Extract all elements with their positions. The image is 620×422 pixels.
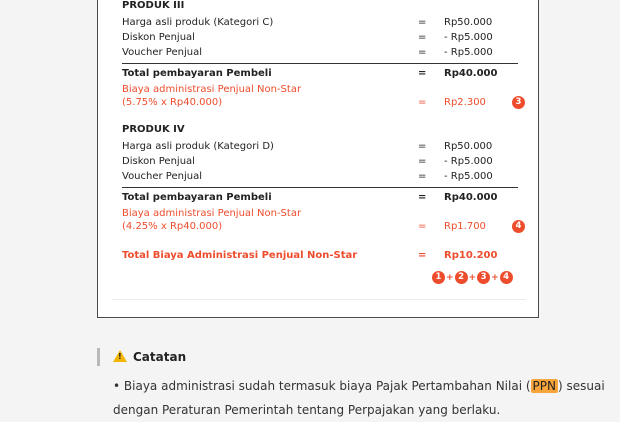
warning-icon: ! <box>113 350 127 362</box>
ppn-highlight: PPN <box>532 379 556 393</box>
produk-3-row-discount: Diskon Penjual = - Rp5.000 <box>122 32 493 43</box>
note-accent-bar <box>97 348 100 366</box>
produk-3-row-price: Harga asli produk (Kategori C) = Rp50.000 <box>122 17 493 28</box>
produk-4-title: PRODUK IV <box>122 124 185 135</box>
step-badge-4: 4 <box>512 220 525 233</box>
plus-sign: + <box>446 272 454 283</box>
produk-4-row-voucher: Voucher Penjual = - Rp5.000 <box>122 171 493 182</box>
produk-3-title: PRODUK III <box>122 0 185 11</box>
plus-sign: + <box>491 272 499 283</box>
produk-4-fee: (4.25% x Rp40.000) = Rp1.700 4 <box>122 220 526 234</box>
divider <box>122 187 518 188</box>
produk-3-fee: (5.75% x Rp40.000) = Rp2.300 3 <box>122 96 526 110</box>
produk-4-row-discount: Diskon Penjual = - Rp5.000 <box>122 156 493 167</box>
plus-sign: + <box>468 272 477 283</box>
bullet: • <box>113 379 121 393</box>
produk-3-row-voucher: Voucher Penjual = - Rp5.000 <box>122 47 493 58</box>
produk-3-fee-label: Biaya administrasi Penjual Non-Star <box>122 84 302 95</box>
fee-breakdown-card <box>97 0 539 318</box>
note-body <box>113 374 613 422</box>
produk-4-row-price: Harga asli produk (Kategori D) = Rp50.000 <box>122 141 493 152</box>
grand-total: Total Biaya Administrasi Penjual Non-Star = Rp10.200 <box>122 250 498 261</box>
divider <box>122 63 518 64</box>
step-badge-3: 3 <box>477 271 490 284</box>
note-heading <box>113 348 186 366</box>
step-badge-1: 1 <box>432 271 445 284</box>
produk-4-fee-label: Biaya administrasi Penjual Non-Star <box>122 208 302 219</box>
sum-formula <box>432 267 513 286</box>
produk-4-total: Total pembayaran Pembeli = Rp40.000 <box>122 192 498 203</box>
note-title: Catatan <box>133 350 187 364</box>
note-text-before: Biaya administrasi sudah termasuk biaya Pajak Pertambahan Nilai ( <box>123 379 531 393</box>
step-badge-3: 3 <box>512 96 525 109</box>
step-badge-2: 2 <box>455 271 468 284</box>
produk-3-total: Total pembayaran Pembeli = Rp40.000 <box>122 68 498 79</box>
note-text-after: ) sesuai dengan Peraturan Pemerintah tentang Perpajakan yang berlaku. <box>113 379 605 417</box>
step-badge-4: 4 <box>500 271 513 284</box>
fee-breakdown-content <box>112 0 526 300</box>
